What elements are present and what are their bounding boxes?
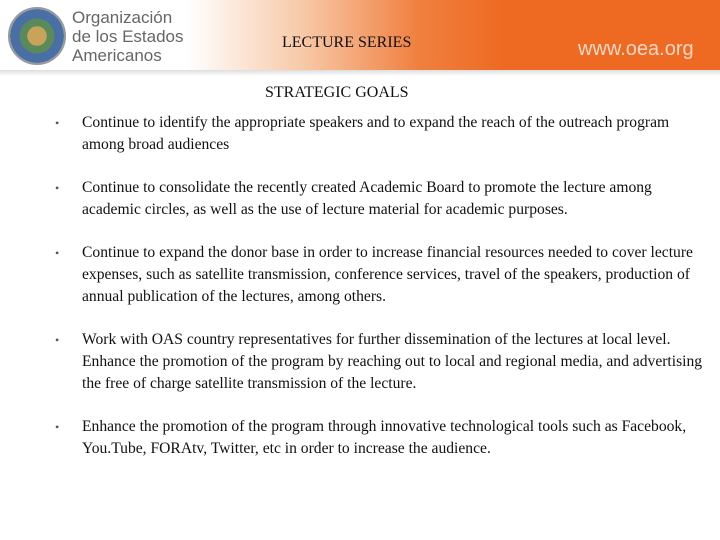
goal-text: Enhance the promotion of the program through innovative technological tools such as Facebook, You.Tube, FORAtv, Twitter, etc in order to increase the audience. [82, 418, 687, 457]
org-line: de los Estados [72, 27, 184, 46]
list-item [55, 112, 705, 156]
section-heading: STRATEGIC GOALS [265, 84, 409, 101]
org-name [72, 8, 184, 65]
goals-list [55, 112, 705, 481]
org-line: Organización [72, 8, 173, 27]
website-url: www.oea.org [578, 38, 694, 60]
goal-text: Continue to consolidate the recently created Academic Board to promote the lecture among academic circles, as well as the use of lecture material for academic purposes. [82, 179, 652, 218]
oas-seal-logo [8, 7, 66, 65]
list-item [55, 177, 705, 221]
bullet-icon: • [55, 181, 60, 195]
list-item [55, 329, 705, 395]
bullet-icon: • [55, 116, 60, 130]
goal-text: Continue to identify the appropriate speakers and to expand the reach of the outreach program among broad audiences [82, 114, 670, 153]
bullet-icon: • [55, 420, 60, 434]
org-line: Americanos [72, 46, 162, 65]
header-shadow [0, 70, 720, 76]
goal-text: Continue to expand the donor base in order to increase financial resources needed to cover lecture expenses, such as satellite transmission, conference services, travel of the speakers, production of annual publication of the lectures, among others. [82, 244, 693, 305]
list-item [55, 242, 705, 308]
bullet-icon: • [55, 333, 60, 347]
bullet-icon: • [55, 246, 60, 260]
slide-title: LECTURE SERIES [282, 34, 412, 51]
goal-text: Work with OAS country representatives for further dissemination of the lectures at local level. Enhance the promotion of the program by reaching out to local and regional media, and advertising the free of charge satellite transmission of the lecture. [82, 331, 703, 392]
list-item [55, 416, 705, 460]
